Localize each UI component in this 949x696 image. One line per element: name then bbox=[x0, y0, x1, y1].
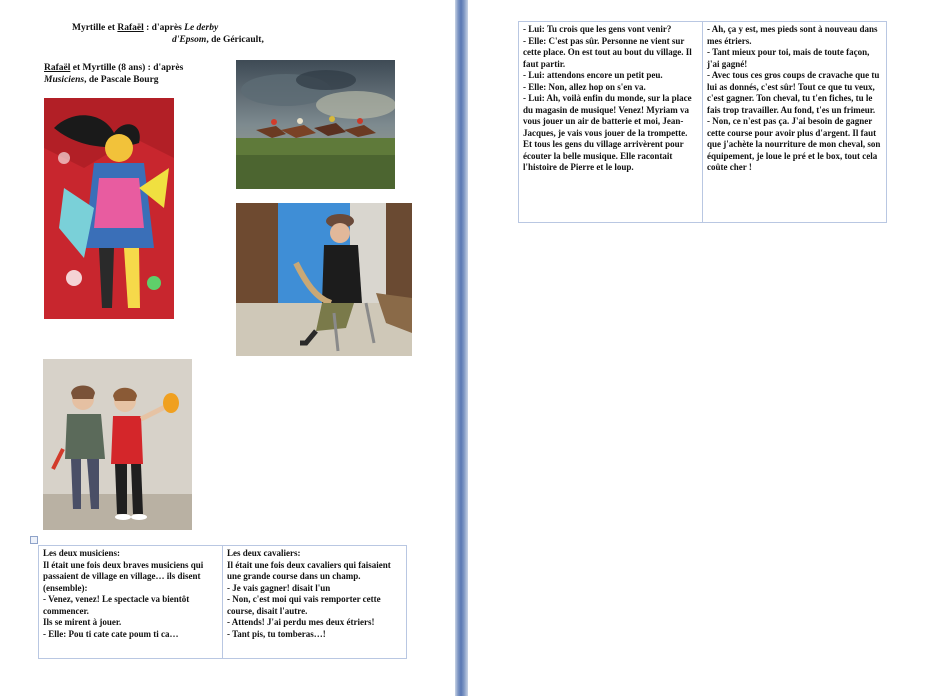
musicians-line-5: - Elle: Pou ti cate cate poum ti ca… bbox=[43, 628, 179, 639]
caption-derby-line2 bbox=[172, 34, 372, 46]
riders-dialogue-line-2: - Tant mieux pour toi, mais de toute façon, j'ai gagné! bbox=[707, 47, 870, 69]
riders-story-cell[interactable] bbox=[223, 546, 407, 659]
dialogue-line-4: - Elle: Non, allez hop on s'en va. bbox=[523, 81, 646, 92]
riders-dialogue-line-4: - Non, ce n'est pas ça. J'ai besoin de gagner cette course pour avoir plus d'argent. Il faut que j'achète la nourriture de mon cheval, son équipement, je loue le pré et le box, tout cela coûte cher ! bbox=[707, 116, 881, 172]
riders-line-3: - Je vais gagner! disait l'un bbox=[227, 582, 331, 593]
riders-line-2: Il était une fois deux cavaliers qui faisaient une grande course dans un champ. bbox=[227, 559, 391, 581]
caption-derby bbox=[72, 22, 332, 34]
table-move-handle[interactable] bbox=[30, 536, 38, 544]
riders-dialogue-cell[interactable] bbox=[703, 22, 887, 223]
riders-dialogue-line-3: - Avec tous ces gros coups de cravache que tu lui as donnés, c'est sûr! Tout ce que tu veux, c'est gagner. Ton cheval, tu t'en fiches, tu le fais trop travailler. Au fond, t'es un frimeur. bbox=[707, 70, 880, 115]
musicians-story-cell[interactable] bbox=[39, 546, 223, 659]
caption-musicians-name-a: Rafaël bbox=[44, 63, 71, 73]
riders-line-1: Les deux cavaliers: bbox=[227, 548, 301, 558]
caption-musicians-title: Musiciens bbox=[44, 75, 85, 85]
left-page bbox=[0, 0, 455, 696]
dialogue-line-3: - Lui: attendons encore un petit peu. bbox=[523, 70, 663, 80]
story-table-right bbox=[518, 21, 887, 223]
derby-painting-image bbox=[236, 60, 395, 189]
musicians-line-2: Il était une fois deux braves musiciens qui passaient de village en village… ils disent (ensemble): bbox=[43, 559, 204, 593]
page-divider bbox=[455, 0, 468, 696]
caption-musicians bbox=[44, 62, 234, 86]
caption-derby-after: : d'après bbox=[143, 23, 185, 33]
right-page bbox=[468, 0, 949, 696]
riders-line-5: - Attends! J'ai perdu mes deux étriers! bbox=[227, 617, 375, 627]
dialogue-line-2: - Elle: C'est pas sûr. Personne ne vient sur cette place. On est tout au bout du village. Il faut partir. bbox=[523, 35, 692, 69]
two-children-photo bbox=[43, 359, 192, 530]
child-on-chair-photo bbox=[236, 203, 412, 356]
musicians-line-3: - Venez, venez! Le spectacle va bientôt commencer. bbox=[43, 594, 190, 616]
dialogue-line-5: - Lui: Ah, voilà enfin du monde, sur la place du magasin de musique! Venez! Myriam va vous jouer un air de batterie et moi, Jean-Jacques, je vais vous jouer de la trompette. bbox=[523, 93, 692, 138]
dialogue-line-1: - Lui: Tu crois que les gens vont venir? bbox=[523, 24, 672, 34]
caption-derby-and: et bbox=[105, 23, 118, 33]
caption-derby-author: , de Géricault, bbox=[206, 35, 264, 45]
caption-derby-title-a: Le derby bbox=[184, 23, 219, 33]
musicians-line-1: Les deux musiciens: bbox=[43, 548, 121, 558]
caption-derby-name-b: Rafaël bbox=[117, 23, 144, 33]
dialogue-line-6: Et tous les gens du village arrivèrent pour écouter la belle musique. Elle racontait l'histoire de Pierre et le loup. bbox=[523, 139, 684, 172]
caption-musicians-author: , de Pascale Bourg bbox=[84, 75, 159, 85]
riders-line-6: - Tant pis, tu tomberas…! bbox=[227, 628, 326, 639]
caption-musicians-middle: et Myrtille (8 ans) : d'après bbox=[70, 63, 184, 73]
musicians-painting-image bbox=[44, 98, 174, 319]
story-table-left bbox=[38, 545, 407, 659]
musicians-line-4: Ils se mirent à jouer. bbox=[43, 617, 122, 627]
riders-line-4: - Non, c'est moi qui vais remporter cette course, disait l'autre. bbox=[227, 594, 381, 616]
musicians-dialogue-cell[interactable] bbox=[519, 22, 703, 223]
caption-derby-name-a: Myrtille bbox=[72, 23, 106, 33]
riders-dialogue-line-1: - Ah, ça y est, mes pieds sont à nouveau dans mes étriers. bbox=[707, 24, 878, 46]
caption-derby-title-b: d'Epsom bbox=[172, 35, 207, 45]
